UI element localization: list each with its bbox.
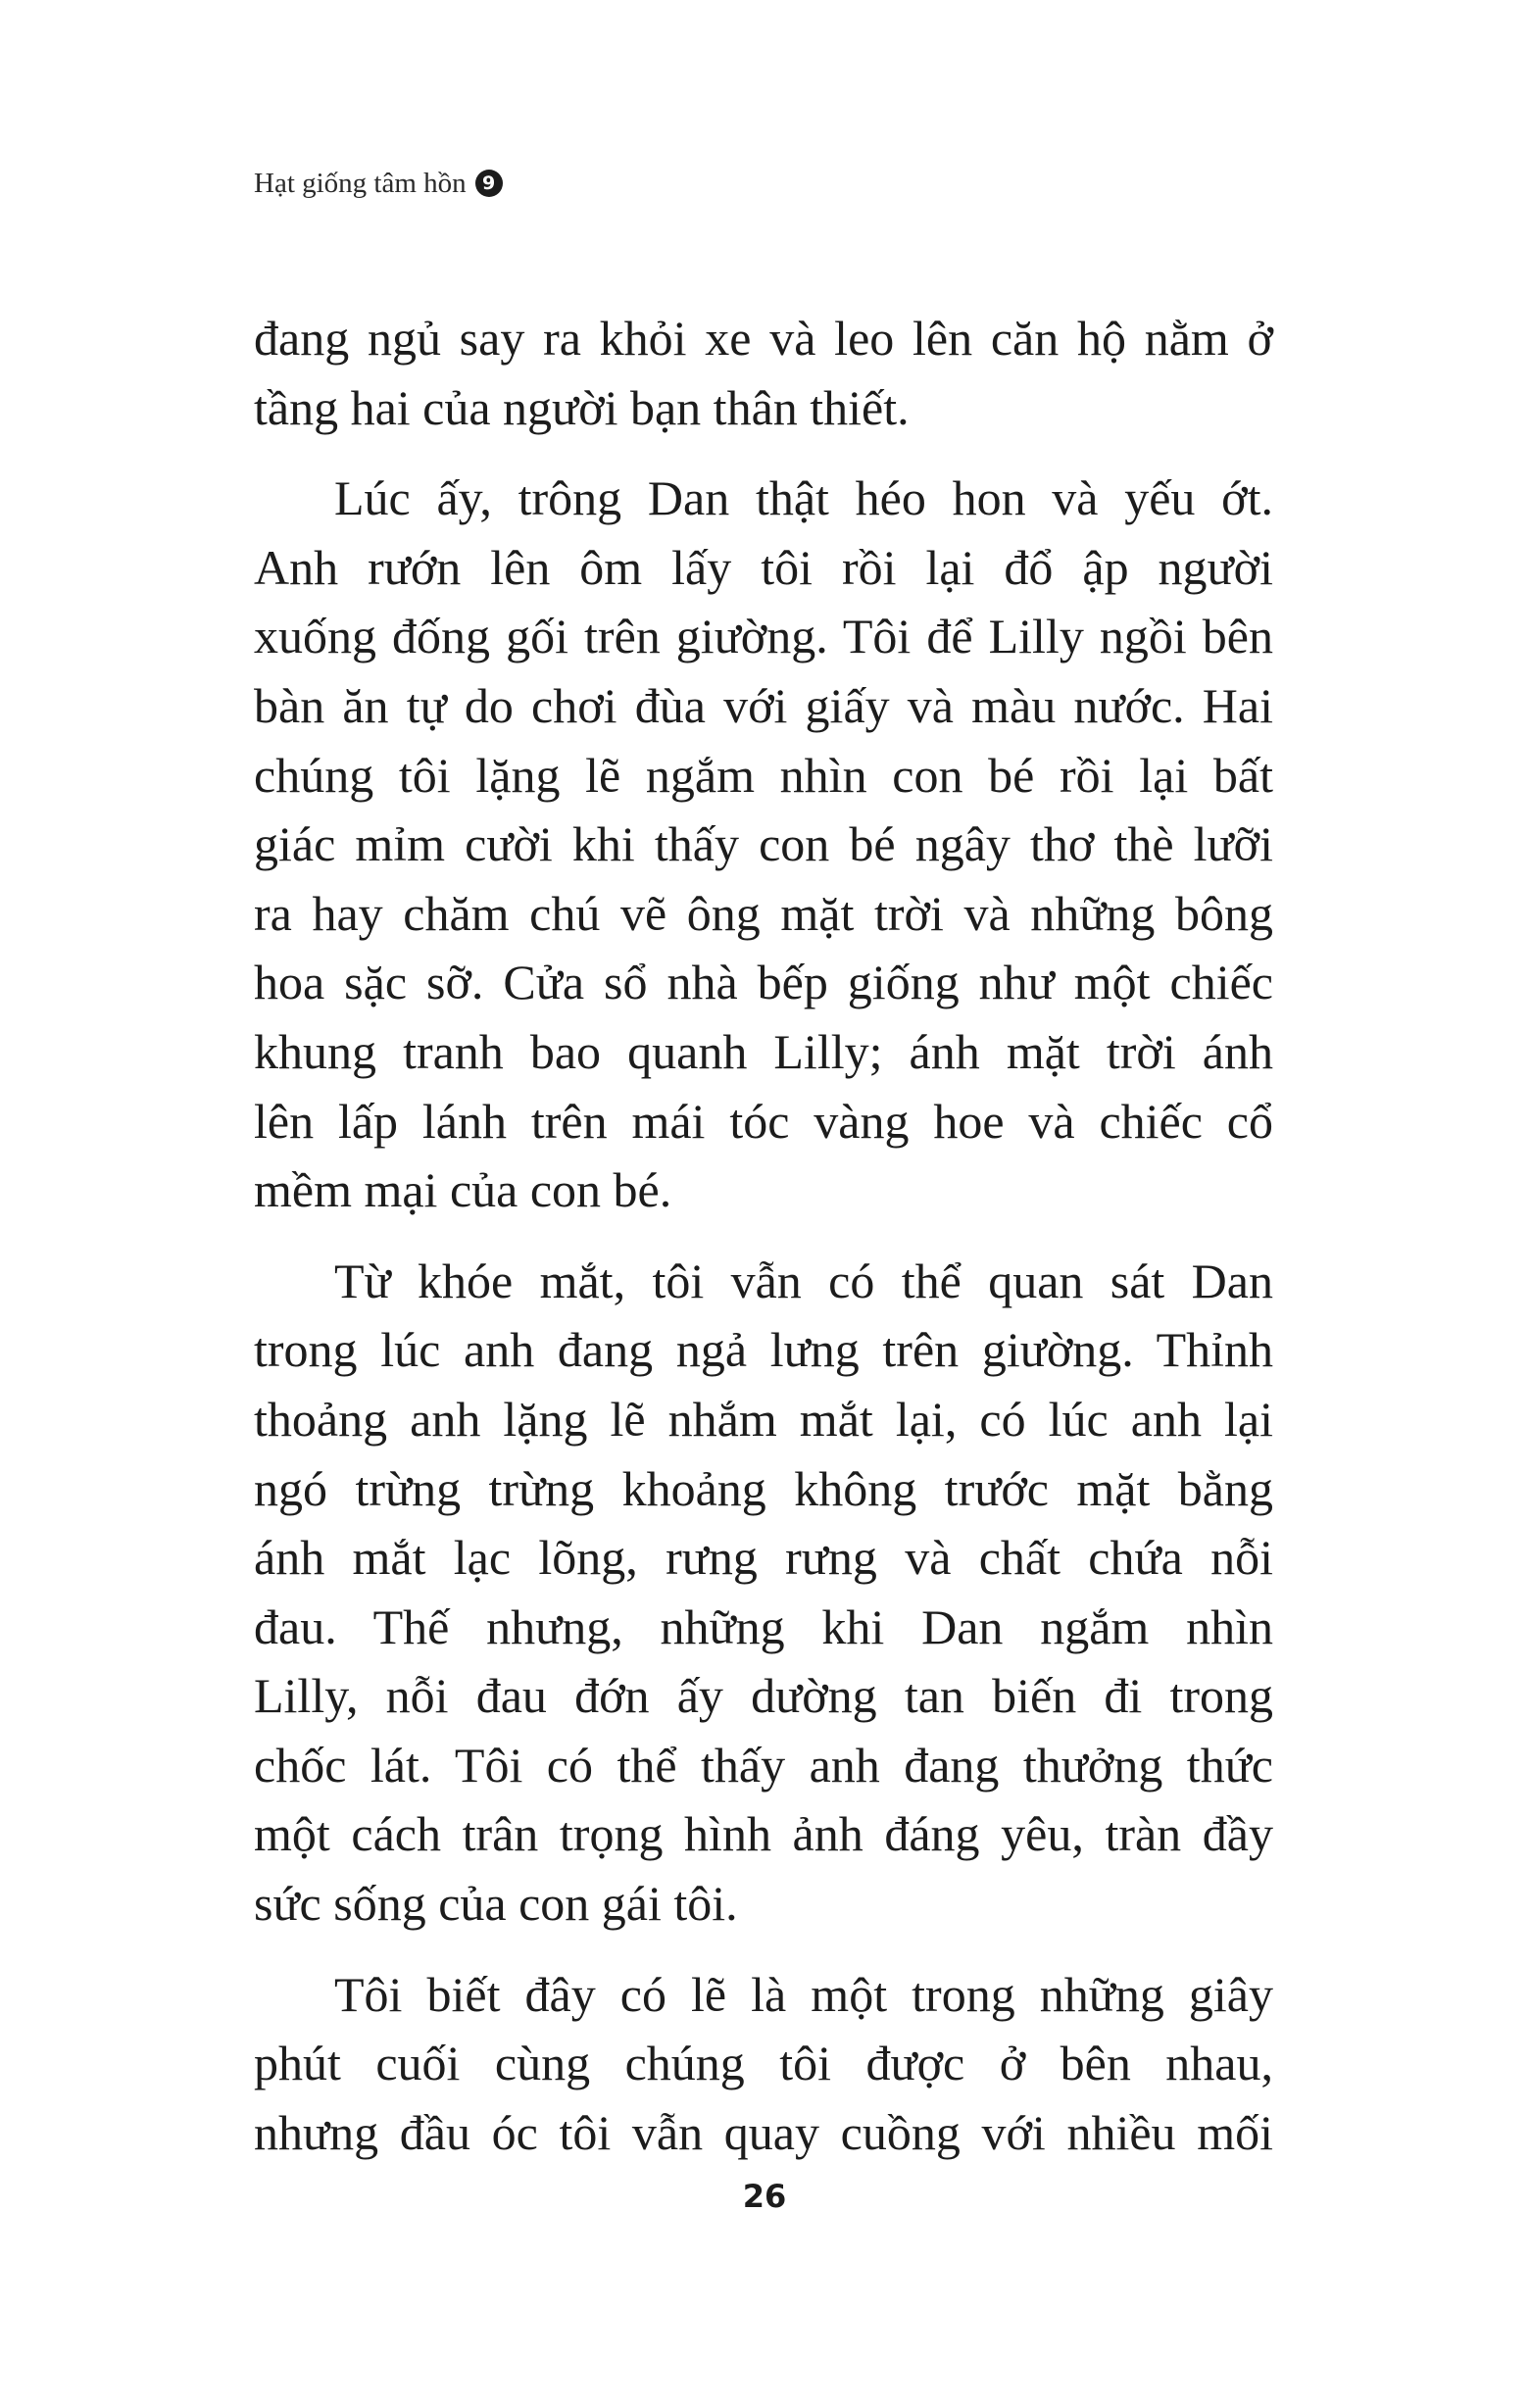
text-line: chúng tôi lặng lẽ ngắm nhìn con bé rồi lại bất <box>254 747 1273 803</box>
text-line: chốc lát. Tôi có thể thấy anh đang thưởng thức <box>254 1737 1273 1793</box>
text-line: mềm mại của con bé. <box>254 1162 672 1218</box>
text-line: Từ khóe mắt, tôi vẫn có thể quan sát Dan <box>334 1253 1273 1308</box>
paragraph <box>254 304 1273 442</box>
text-line: trong lúc anh đang ngả lưng trên giường. Thỉnh <box>254 1322 1273 1378</box>
text-line: ánh mắt lạc lõng, rưng rưng và chất chứa nỗi <box>254 1530 1273 1586</box>
text-line: phút cuối cùng chúng tôi được ở bên nhau, <box>254 2036 1273 2091</box>
text-line: Lúc ấy, trông Dan thật héo hon và yếu ớt. <box>334 470 1273 526</box>
text-line: Anh rướn lên ôm lấy tôi rồi lại đổ ập người <box>254 539 1273 595</box>
text-line: lên lấp lánh trên mái tóc vàng hoe và chiếc cổ <box>254 1093 1273 1149</box>
text-line: tầng hai của người bạn thân thiết. <box>254 379 910 435</box>
page-number: 26 <box>742 2178 787 2215</box>
text-line: khung tranh bao quanh Lilly; ánh mặt trời ánh <box>254 1023 1273 1079</box>
running-header <box>254 159 503 208</box>
text-line: ngó trừng trừng khoảng không trước mặt bằng <box>254 1460 1273 1516</box>
text-line: xuống đống gối trên giường. Tôi để Lilly ngồi bên <box>254 609 1273 664</box>
text-line: một cách trân trọng hình ảnh đáng yêu, tràn đầy <box>254 1806 1273 1862</box>
text-line: sức sống của con gái tôi. <box>254 1876 738 1932</box>
text-line: bàn ăn tự do chơi đùa với giấy và màu nước. Hai <box>254 677 1273 733</box>
text-line: Tôi biết đây có lẽ là một trong những giây <box>334 1966 1273 2022</box>
volume-number-badge: 9 <box>475 170 503 197</box>
text-line: nhưng đầu óc tôi vẫn quay cuồng với nhiều mối <box>254 2104 1273 2160</box>
paragraph <box>254 1247 1273 1939</box>
text-line: đau. Thế nhưng, những khi Dan ngắm nhìn <box>254 1598 1273 1654</box>
text-line: ra hay chăm chú vẽ ông mặt trời và những bông <box>254 885 1273 941</box>
paragraph <box>254 1960 1273 2168</box>
paragraph <box>254 464 1273 1225</box>
text-line: hoa sặc sỡ. Cửa sổ nhà bếp giống như một chiếc <box>254 955 1273 1010</box>
text-line: Lilly, nỗi đau đớn ấy dường tan biến đi trong <box>254 1668 1273 1724</box>
text-line: đang ngủ say ra khỏi xe và leo lên căn hộ nằm ở <box>254 311 1273 366</box>
book-series-title: Hạt giống tâm hồn <box>254 167 467 199</box>
body-text <box>254 304 1273 2188</box>
text-line: giác mỉm cười khi thấy con bé ngây thơ thè lưỡi <box>254 816 1273 872</box>
text-line: thoảng anh lặng lẽ nhắm mắt lại, có lúc anh lại <box>254 1391 1273 1447</box>
